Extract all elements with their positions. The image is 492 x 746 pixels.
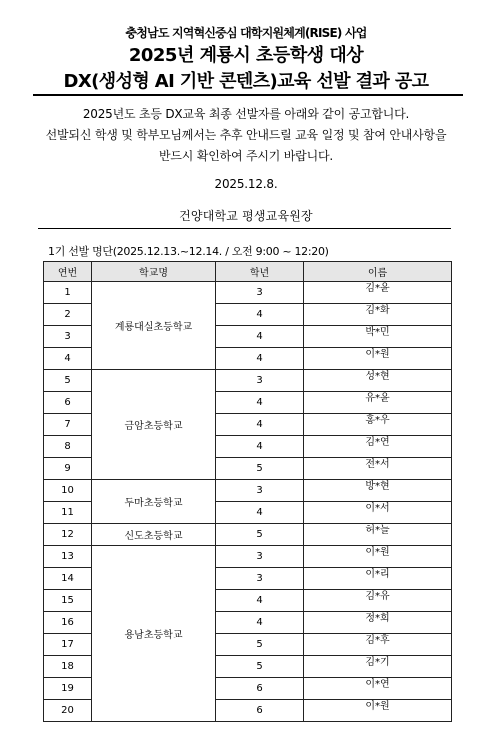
student-name: 이*연 xyxy=(304,678,452,700)
student-name: 김*유 xyxy=(304,590,452,612)
row-grade: 4 xyxy=(216,612,304,634)
announcement-line-1: 2025년도 초등 DX교육 최종 선발자를 아래와 같이 공고합니다. xyxy=(82,107,410,121)
student-name: 박*민 xyxy=(304,326,452,348)
row-grade: 5 xyxy=(216,524,304,546)
row-grade: 3 xyxy=(216,370,304,392)
student-name: 유*윤 xyxy=(304,392,452,414)
announcement-line-2: 선발되신 학생 및 학부모님께서는 추후 안내드릴 교육 일정 및 참여 안내사항을 xyxy=(45,128,447,142)
row-number: 4 xyxy=(44,348,92,370)
student-name: 성*현 xyxy=(304,370,452,392)
student-name: 김*기 xyxy=(304,656,452,678)
student-name: 이*서 xyxy=(304,502,452,524)
selection-table xyxy=(43,261,452,722)
student-name: 정*희 xyxy=(304,612,452,634)
student-name: 김*후 xyxy=(304,634,452,656)
table-row xyxy=(44,282,452,304)
row-grade: 3 xyxy=(216,282,304,304)
school-name: 금암초등학교 xyxy=(92,370,216,480)
school-name: 계룡대실초등학교 xyxy=(92,282,216,370)
row-number: 7 xyxy=(44,414,92,436)
row-grade: 4 xyxy=(216,414,304,436)
header-no: 연번 xyxy=(44,262,92,282)
issuing-institution: 건양대학교 평생교육원장 xyxy=(179,209,313,223)
student-name: 김*윤 xyxy=(304,282,452,304)
title-divider xyxy=(33,94,463,96)
row-number: 2 xyxy=(44,304,92,326)
row-grade: 4 xyxy=(216,502,304,524)
student-name: 허*늘 xyxy=(304,524,452,546)
row-number: 12 xyxy=(44,524,92,546)
table-row xyxy=(44,524,452,546)
row-number: 3 xyxy=(44,326,92,348)
table-row xyxy=(44,546,452,568)
table-row xyxy=(44,480,452,502)
row-grade: 6 xyxy=(216,700,304,722)
student-name: 이*원 xyxy=(304,700,452,722)
school-name: 용남초등학교 xyxy=(92,546,216,722)
table-body xyxy=(44,282,452,722)
student-name: 이*원 xyxy=(304,348,452,370)
row-number: 10 xyxy=(44,480,92,502)
student-name: 전*서 xyxy=(304,458,452,480)
row-number: 9 xyxy=(44,458,92,480)
row-number: 17 xyxy=(44,634,92,656)
row-grade: 5 xyxy=(216,634,304,656)
student-name: 김*연 xyxy=(304,436,452,458)
header-name: 이름 xyxy=(304,262,452,282)
row-grade: 6 xyxy=(216,678,304,700)
row-number: 1 xyxy=(44,282,92,304)
row-grade: 4 xyxy=(216,392,304,414)
school-name: 신도초등학교 xyxy=(92,524,216,546)
project-subtitle: 충청남도 지역혁신중심 대학지원체계(RISE) 사업 xyxy=(125,26,367,40)
row-number: 19 xyxy=(44,678,92,700)
announcement-date: 2025.12.8. xyxy=(214,177,278,191)
row-number: 13 xyxy=(44,546,92,568)
row-grade: 4 xyxy=(216,348,304,370)
page-title-line-1: 2025년 계룡시 초등학생 대상 xyxy=(128,45,364,66)
row-number: 15 xyxy=(44,590,92,612)
announcement-line-3: 반드시 확인하여 주시기 바랍니다. xyxy=(159,149,333,163)
row-number: 20 xyxy=(44,700,92,722)
table-caption: 1기 선발 명단(2025.12.13.~12.14. / 오전 9:00 ~ 12:20) xyxy=(48,245,329,258)
header-school: 학교명 xyxy=(92,262,216,282)
row-grade: 5 xyxy=(216,656,304,678)
header-grade: 학년 xyxy=(216,262,304,282)
row-grade: 4 xyxy=(216,326,304,348)
table-header-row xyxy=(44,262,452,282)
row-grade: 3 xyxy=(216,568,304,590)
row-number: 6 xyxy=(44,392,92,414)
student-name: 방*현 xyxy=(304,480,452,502)
student-name: 이*리 xyxy=(304,568,452,590)
row-number: 14 xyxy=(44,568,92,590)
row-number: 5 xyxy=(44,370,92,392)
row-grade: 3 xyxy=(216,546,304,568)
row-number: 18 xyxy=(44,656,92,678)
institution-divider xyxy=(38,228,451,229)
row-grade: 5 xyxy=(216,458,304,480)
row-number: 11 xyxy=(44,502,92,524)
page-title-line-2: DX(생성형 AI 기반 콘텐츠)교육 선발 결과 공고 xyxy=(63,71,429,92)
row-grade: 4 xyxy=(216,436,304,458)
student-name: 홍*우 xyxy=(304,414,452,436)
student-name: 김*화 xyxy=(304,304,452,326)
table-row xyxy=(44,370,452,392)
row-grade: 4 xyxy=(216,590,304,612)
student-name: 이*원 xyxy=(304,546,452,568)
row-grade: 3 xyxy=(216,480,304,502)
school-name: 두마초등학교 xyxy=(92,480,216,524)
row-number: 16 xyxy=(44,612,92,634)
row-number: 8 xyxy=(44,436,92,458)
row-grade: 4 xyxy=(216,304,304,326)
